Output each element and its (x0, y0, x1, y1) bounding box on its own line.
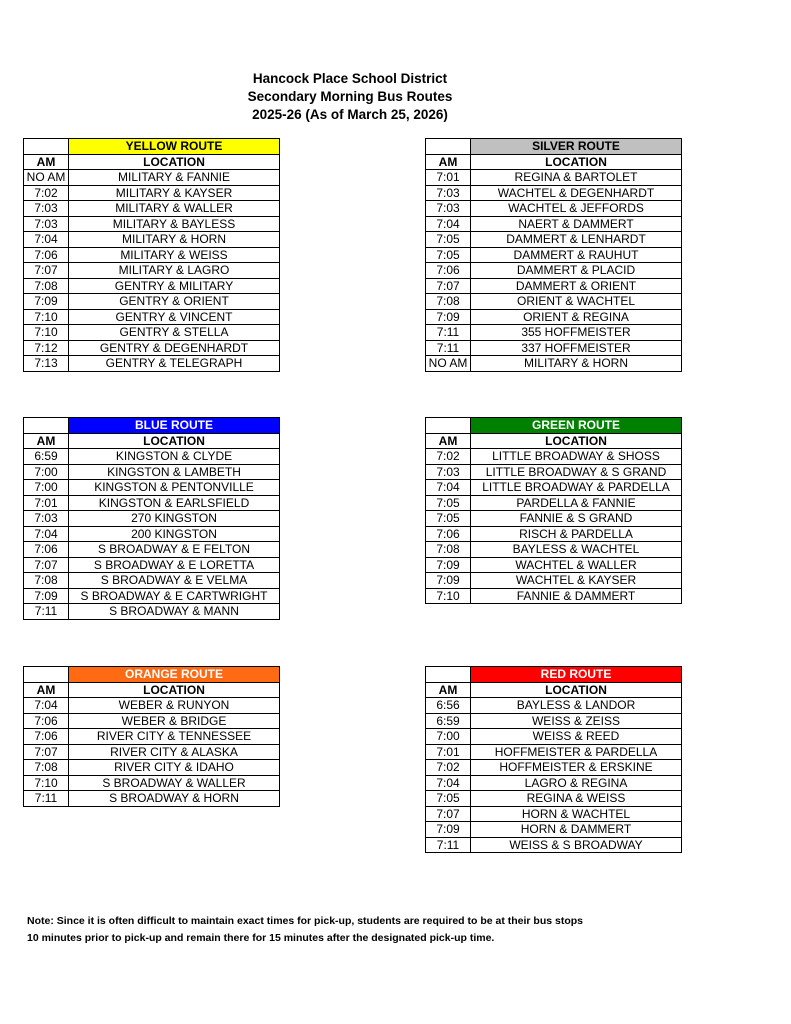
stop-time: 7:01 (426, 170, 471, 186)
stop-time: 7:08 (24, 760, 69, 776)
stop-time: 7:08 (24, 278, 69, 294)
column-header-row (426, 433, 682, 449)
table-row (426, 744, 682, 760)
stop-location: DAMMERT & PLACID (471, 263, 682, 279)
stop-location: REGINA & BARTOLET (471, 170, 682, 186)
table-row (24, 232, 280, 248)
column-header-row (426, 154, 682, 170)
stop-location: WEISS & S BROADWAY (471, 837, 682, 853)
stop-time: 7:08 (24, 573, 69, 589)
stop-location: HOFFMEISTER & ERSKINE (471, 760, 682, 776)
stop-time: 7:10 (24, 309, 69, 325)
table-row (24, 449, 280, 465)
stop-location: GENTRY & MILITARY (69, 278, 280, 294)
stop-location: 270 KINGSTON (69, 511, 280, 527)
stop-time: 7:09 (24, 588, 69, 604)
stop-location: PARDELLA & FANNIE (471, 495, 682, 511)
am-column-header: AM (24, 682, 69, 698)
am-column-header: AM (426, 433, 471, 449)
stop-location: 355 HOFFMEISTER (471, 325, 682, 341)
stop-time: 7:03 (24, 511, 69, 527)
location-column-header: LOCATION (471, 154, 682, 170)
table-row (426, 185, 682, 201)
table-row (426, 170, 682, 186)
route-header-row (24, 667, 280, 683)
footnote-line-1: Note: Since it is often difficult to maintain exact times for pick-up, students are required to be at their bus stops (27, 915, 583, 927)
location-column-header: LOCATION (69, 682, 280, 698)
table-row (426, 822, 682, 838)
route-header-blank (24, 139, 69, 155)
yellow-route-name: YELLOW ROUTE (69, 139, 280, 155)
stop-time: 7:08 (426, 294, 471, 310)
title-year: 2025-26 (As of March 25, 2026) (252, 107, 448, 122)
table-row (24, 216, 280, 232)
stop-location: S BROADWAY & E FELTON (69, 542, 280, 558)
table-row (24, 309, 280, 325)
table-row (24, 573, 280, 589)
stop-time: 7:11 (426, 325, 471, 341)
stop-time: 7:03 (426, 201, 471, 217)
table-row (426, 263, 682, 279)
stop-location: DAMMERT & RAUHUT (471, 247, 682, 263)
stop-time: 7:06 (426, 526, 471, 542)
table-row (24, 791, 280, 807)
table-row (426, 526, 682, 542)
table-row (24, 713, 280, 729)
stop-time: 7:11 (426, 837, 471, 853)
stop-time: 7:07 (24, 263, 69, 279)
stop-location: MILITARY & BAYLESS (69, 216, 280, 232)
stop-time: 7:09 (24, 294, 69, 310)
stop-location: WEISS & ZEISS (471, 713, 682, 729)
table-row (426, 698, 682, 714)
stop-location: BAYLESS & LANDOR (471, 698, 682, 714)
stop-location: KINGSTON & PENTONVILLE (69, 480, 280, 496)
stop-location: GENTRY & STELLA (69, 325, 280, 341)
stop-time: 7:10 (24, 325, 69, 341)
table-row (426, 729, 682, 745)
table-row (24, 356, 280, 372)
orange-route-name: ORANGE ROUTE (69, 667, 280, 683)
stop-time: 6:59 (426, 713, 471, 729)
stop-time: 7:04 (24, 232, 69, 248)
route-header-row (426, 418, 682, 434)
table-row (426, 216, 682, 232)
table-row (24, 511, 280, 527)
stop-location: HORN & WACHTEL (471, 806, 682, 822)
red-route-name: RED ROUTE (471, 667, 682, 683)
location-column-header: LOCATION (69, 433, 280, 449)
stop-location: KINGSTON & LAMBETH (69, 464, 280, 480)
stop-time: 7:09 (426, 822, 471, 838)
stop-location: MILITARY & HORN (69, 232, 280, 248)
stop-location: WACHTEL & JEFFORDS (471, 201, 682, 217)
stop-time: 7:05 (426, 247, 471, 263)
stop-location: S BROADWAY & WALLER (69, 775, 280, 791)
table-row (24, 464, 280, 480)
table-row (426, 557, 682, 573)
route-header-row (426, 667, 682, 683)
am-column-header: AM (24, 154, 69, 170)
stop-location: BAYLESS & WACHTEL (471, 542, 682, 558)
stop-time: 7:12 (24, 340, 69, 356)
stop-time: 7:06 (24, 542, 69, 558)
route-header-blank (24, 667, 69, 683)
stop-time: 7:02 (24, 185, 69, 201)
green-route-name: GREEN ROUTE (471, 418, 682, 434)
stop-time: 7:13 (24, 356, 69, 372)
column-header-row (24, 154, 280, 170)
orange-route-table (23, 666, 280, 807)
stop-time: NO AM (24, 170, 69, 186)
stop-time: 7:06 (426, 263, 471, 279)
table-row (426, 511, 682, 527)
location-column-header: LOCATION (471, 682, 682, 698)
table-row (24, 325, 280, 341)
table-row (426, 542, 682, 558)
table-row (426, 309, 682, 325)
table-row (426, 356, 682, 372)
blue-route-table (23, 417, 280, 620)
stop-time: 7:03 (426, 185, 471, 201)
silver-route-table (425, 138, 682, 372)
footnote-line-2: 10 minutes prior to pick-up and remain there for 15 minutes after the designated pick-up time. (27, 932, 495, 944)
stop-location: HORN & DAMMERT (471, 822, 682, 838)
table-row (24, 542, 280, 558)
table-row (24, 760, 280, 776)
stop-time: 7:04 (426, 216, 471, 232)
stop-location: NAERT & DAMMERT (471, 216, 682, 232)
table-row (24, 185, 280, 201)
stop-location: ORIENT & REGINA (471, 309, 682, 325)
stop-time: 7:04 (24, 526, 69, 542)
stop-location: WACHTEL & WALLER (471, 557, 682, 573)
stop-location: WEBER & RUNYON (69, 698, 280, 714)
stop-time: 7:05 (426, 232, 471, 248)
stop-location: LITTLE BROADWAY & S GRAND (471, 464, 682, 480)
location-column-header: LOCATION (471, 433, 682, 449)
table-row (24, 588, 280, 604)
stop-location: MILITARY & KAYSER (69, 185, 280, 201)
table-row (24, 526, 280, 542)
route-header-row (24, 139, 280, 155)
stop-location: WEBER & BRIDGE (69, 713, 280, 729)
stop-time: 7:05 (426, 495, 471, 511)
route-header-blank (426, 667, 471, 683)
stop-time: 7:10 (24, 775, 69, 791)
stop-location: DAMMERT & ORIENT (471, 278, 682, 294)
blue-route-name: BLUE ROUTE (69, 418, 280, 434)
table-row (24, 698, 280, 714)
column-header-row (24, 433, 280, 449)
stop-location: FANNIE & DAMMERT (471, 588, 682, 604)
stop-location: GENTRY & TELEGRAPH (69, 356, 280, 372)
table-row (426, 294, 682, 310)
stop-location: MILITARY & LAGRO (69, 263, 280, 279)
stop-time: 6:59 (24, 449, 69, 465)
title-subtitle: Secondary Morning Bus Routes (247, 89, 453, 104)
stop-location: FANNIE & S GRAND (471, 511, 682, 527)
stop-time: 7:09 (426, 309, 471, 325)
page-title (200, 70, 500, 124)
stop-location: RISCH & PARDELLA (471, 526, 682, 542)
table-row (24, 170, 280, 186)
stop-location: ORIENT & WACHTEL (471, 294, 682, 310)
table-row (426, 325, 682, 341)
am-column-header: AM (426, 682, 471, 698)
table-row (426, 713, 682, 729)
table-row (426, 806, 682, 822)
column-header-row (24, 682, 280, 698)
route-header-row (24, 418, 280, 434)
table-row (426, 232, 682, 248)
table-row (24, 729, 280, 745)
route-header-blank (426, 139, 471, 155)
table-row (426, 837, 682, 853)
table-row (426, 495, 682, 511)
stop-location: WACHTEL & DEGENHARDT (471, 185, 682, 201)
stop-location: LITTLE BROADWAY & PARDELLA (471, 480, 682, 496)
stop-location: KINGSTON & EARLSFIELD (69, 495, 280, 511)
stop-location: WEISS & REED (471, 729, 682, 745)
table-row (24, 495, 280, 511)
stop-time: 7:07 (426, 806, 471, 822)
table-row (24, 247, 280, 263)
table-row (426, 573, 682, 589)
stop-time: 7:01 (24, 495, 69, 511)
stop-time: 7:02 (426, 449, 471, 465)
stop-location: RIVER CITY & ALASKA (69, 744, 280, 760)
table-row (24, 775, 280, 791)
stop-time: 7:11 (426, 340, 471, 356)
stop-time: 7:00 (24, 464, 69, 480)
stop-time: 7:06 (24, 713, 69, 729)
title-district: Hancock Place School District (252, 71, 448, 86)
stop-time: 7:04 (24, 698, 69, 714)
stop-location: RIVER CITY & TENNESSEE (69, 729, 280, 745)
table-row (24, 294, 280, 310)
table-row (24, 201, 280, 217)
stop-time: 7:00 (426, 729, 471, 745)
route-header-blank (426, 418, 471, 434)
stop-time: 7:04 (426, 775, 471, 791)
am-column-header: AM (24, 433, 69, 449)
stop-time: 7:07 (426, 278, 471, 294)
stop-location: S BROADWAY & E LORETTA (69, 557, 280, 573)
stop-location: MILITARY & HORN (471, 356, 682, 372)
table-row (426, 201, 682, 217)
table-row (426, 340, 682, 356)
yellow-route-table (23, 138, 280, 372)
stop-time: 7:03 (24, 201, 69, 217)
stop-time: 7:06 (24, 247, 69, 263)
table-row (426, 760, 682, 776)
stop-location: S BROADWAY & E VELMA (69, 573, 280, 589)
footnote (27, 913, 583, 947)
stop-time: 7:06 (24, 729, 69, 745)
stop-location: DAMMERT & LENHARDT (471, 232, 682, 248)
table-row (24, 263, 280, 279)
stop-location: GENTRY & DEGENHARDT (69, 340, 280, 356)
stop-time: 7:05 (426, 791, 471, 807)
table-row (426, 449, 682, 465)
stop-time: 6:56 (426, 698, 471, 714)
table-row (426, 278, 682, 294)
stop-location: 337 HOFFMEISTER (471, 340, 682, 356)
green-route-table (425, 417, 682, 604)
table-row (24, 557, 280, 573)
stop-location: GENTRY & ORIENT (69, 294, 280, 310)
red-route-table (425, 666, 682, 853)
table-row (426, 247, 682, 263)
stop-location: MILITARY & WALLER (69, 201, 280, 217)
stop-location: KINGSTON & CLYDE (69, 449, 280, 465)
table-row (426, 775, 682, 791)
stop-time: NO AM (426, 356, 471, 372)
table-row (24, 480, 280, 496)
location-column-header: LOCATION (69, 154, 280, 170)
stop-time: 7:03 (426, 464, 471, 480)
stop-time: 7:02 (426, 760, 471, 776)
stop-location: S BROADWAY & MANN (69, 604, 280, 620)
stop-time: 7:07 (24, 557, 69, 573)
stop-time: 7:05 (426, 511, 471, 527)
table-row (24, 340, 280, 356)
stop-time: 7:09 (426, 557, 471, 573)
stop-time: 7:08 (426, 542, 471, 558)
stop-location: RIVER CITY & IDAHO (69, 760, 280, 776)
stop-time: 7:10 (426, 588, 471, 604)
stop-time: 7:09 (426, 573, 471, 589)
stop-time: 7:11 (24, 604, 69, 620)
stop-time: 7:01 (426, 744, 471, 760)
table-row (24, 744, 280, 760)
stop-location: 200 KINGSTON (69, 526, 280, 542)
table-row (426, 791, 682, 807)
silver-route-name: SILVER ROUTE (471, 139, 682, 155)
stop-location: S BROADWAY & E CARTWRIGHT (69, 588, 280, 604)
column-header-row (426, 682, 682, 698)
stop-location: WACHTEL & KAYSER (471, 573, 682, 589)
route-header-blank (24, 418, 69, 434)
stop-location: REGINA & WEISS (471, 791, 682, 807)
table-row (426, 588, 682, 604)
stop-location: MILITARY & FANNIE (69, 170, 280, 186)
stop-time: 7:04 (426, 480, 471, 496)
am-column-header: AM (426, 154, 471, 170)
stop-location: LAGRO & REGINA (471, 775, 682, 791)
table-row (24, 604, 280, 620)
stop-location: MILITARY & WEISS (69, 247, 280, 263)
stop-time: 7:07 (24, 744, 69, 760)
table-row (24, 278, 280, 294)
table-row (426, 480, 682, 496)
route-header-row (426, 139, 682, 155)
stop-time: 7:00 (24, 480, 69, 496)
stop-location: LITTLE BROADWAY & SHOSS (471, 449, 682, 465)
stop-location: GENTRY & VINCENT (69, 309, 280, 325)
stop-time: 7:11 (24, 791, 69, 807)
stop-location: HOFFMEISTER & PARDELLA (471, 744, 682, 760)
stop-time: 7:03 (24, 216, 69, 232)
table-row (426, 464, 682, 480)
stop-location: S BROADWAY & HORN (69, 791, 280, 807)
